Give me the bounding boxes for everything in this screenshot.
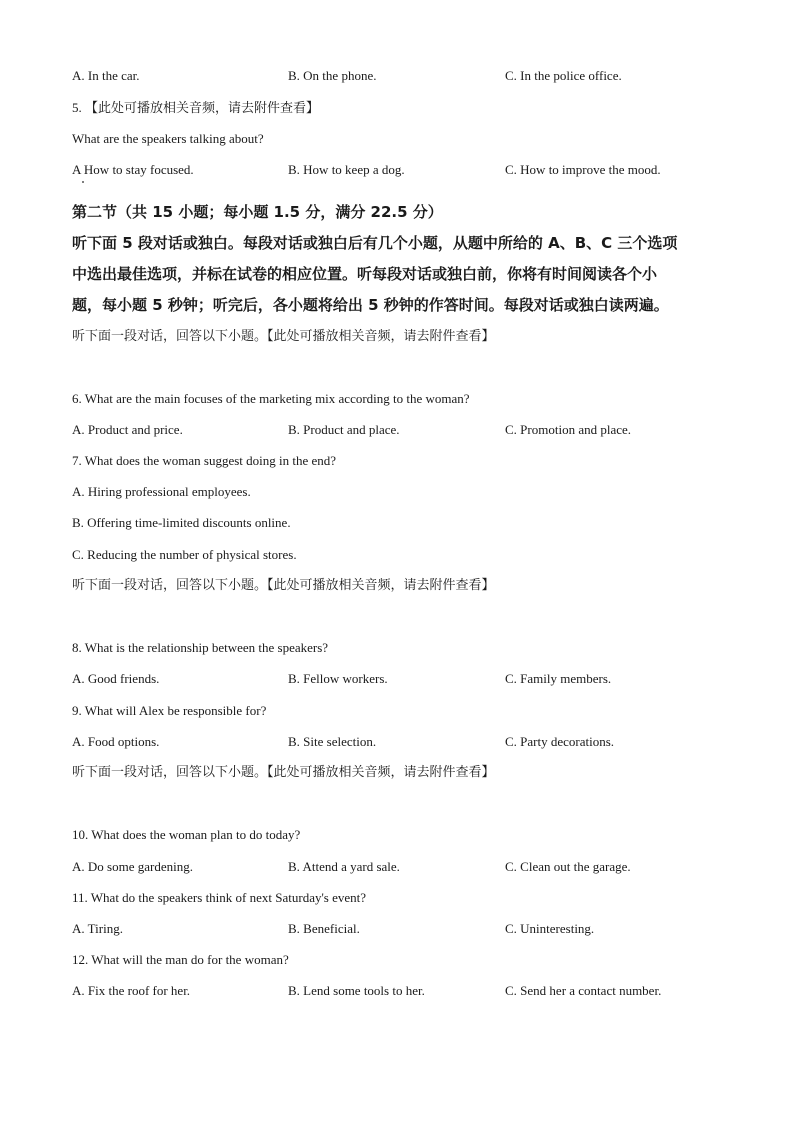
section2-instructions-line-1: 听下面 5 段对话或独白。每段对话或独白后有几个小题，从题中所给的 A、B、C 三个选项 <box>72 234 678 252</box>
q5-number: 5. <box>72 100 82 115</box>
q9-option-b: B. Site selection. <box>288 734 377 749</box>
q11-option-b: B. Beneficial. <box>288 921 360 936</box>
q6-option-a: A. Product and price. <box>72 422 183 437</box>
q11-option-c: C. Uninteresting. <box>505 921 595 936</box>
q4-option-c: C. In the police office. <box>505 68 622 83</box>
stray-dot-mark <box>82 181 84 183</box>
listen-prompt-1: 听下面一段对话，回答以下小题。【此处可播放相关音频，请去附件查看】 <box>72 329 495 344</box>
q8-option-b: B. Fellow workers. <box>288 671 388 686</box>
q10-question: 10. What does the woman plan to do today? <box>72 827 301 842</box>
q12-option-a: A. Fix the roof for her. <box>72 983 191 998</box>
q9-question: 9. What will Alex be responsible for? <box>72 703 267 718</box>
q6-option-c: C. Promotion and place. <box>505 422 632 437</box>
q12-option-c: C. Send her a contact number. <box>505 983 662 998</box>
q10-option-b: B. Attend a yard sale. <box>288 859 400 874</box>
q5-option-b: B. How to keep a dog. <box>288 162 405 177</box>
q9-options <box>72 733 752 751</box>
q8-question: 8. What is the relationship between the speakers? <box>72 640 329 655</box>
q10-options <box>72 858 752 876</box>
q11-options <box>72 920 752 938</box>
q5-option-a: A How to stay focused. <box>72 162 194 177</box>
q12-options <box>72 982 752 1000</box>
q6-option-b: B. Product and place. <box>288 422 400 437</box>
q8-option-c: C. Family members. <box>505 671 612 686</box>
q5-option-c: C. How to improve the mood. <box>505 162 661 177</box>
q9-option-a: A. Food options. <box>72 734 160 749</box>
q5-options <box>72 161 752 179</box>
q5-header <box>72 99 319 118</box>
q7-option-c: C. Reducing the number of physical stores. <box>72 547 297 562</box>
q7-option-a: A. Hiring professional employees. <box>72 484 251 499</box>
q8-option-a: A. Good friends. <box>72 671 160 686</box>
section2-instructions-line-3: 题，每小题 5 秒钟；听完后，各小题将给出 5 秒钟的作答时间。每段对话或独白读两遍。 <box>72 296 669 314</box>
q5-question: What are the speakers talking about? <box>72 131 264 146</box>
q6-question: 6. What are the main focuses of the marketing mix according to the woman? <box>72 391 470 406</box>
q4-option-a: A. In the car. <box>72 68 140 83</box>
q7-question: 7. What does the woman suggest doing in the end? <box>72 453 337 468</box>
q12-question: 12. What will the man do for the woman? <box>72 952 289 967</box>
q5-audio-note: 【此处可播放相关音频，请去附件查看】 <box>85 101 320 116</box>
q12-option-b: B. Lend some tools to her. <box>288 983 425 998</box>
q9-option-c: C. Party decorations. <box>505 734 615 749</box>
q8-options <box>72 670 752 688</box>
q6-options <box>72 421 752 439</box>
listen-prompt-2: 听下面一段对话，回答以下小题。【此处可播放相关音频，请去附件查看】 <box>72 578 495 593</box>
q11-question: 11. What do the speakers think of next Saturday's event? <box>72 890 367 905</box>
q4-option-b: B. On the phone. <box>288 68 377 83</box>
section2-title: 第二节（共 15 小题；每小题 1.5 分，满分 22.5 分） <box>72 203 443 221</box>
q10-option-c: C. Clean out the garage. <box>505 859 631 874</box>
q11-option-a: A. Tiring. <box>72 921 123 936</box>
listen-prompt-3: 听下面一段对话，回答以下小题。【此处可播放相关音频，请去附件查看】 <box>72 765 495 780</box>
q10-option-a: A. Do some gardening. <box>72 859 193 874</box>
q4-options <box>72 67 752 85</box>
q7-option-b: B. Offering time-limited discounts online. <box>72 515 291 530</box>
section2-instructions-line-2: 中选出最佳选项，并标在试卷的相应位置。听每段对话或独白前，你将有时间阅读各个小 <box>72 265 658 283</box>
